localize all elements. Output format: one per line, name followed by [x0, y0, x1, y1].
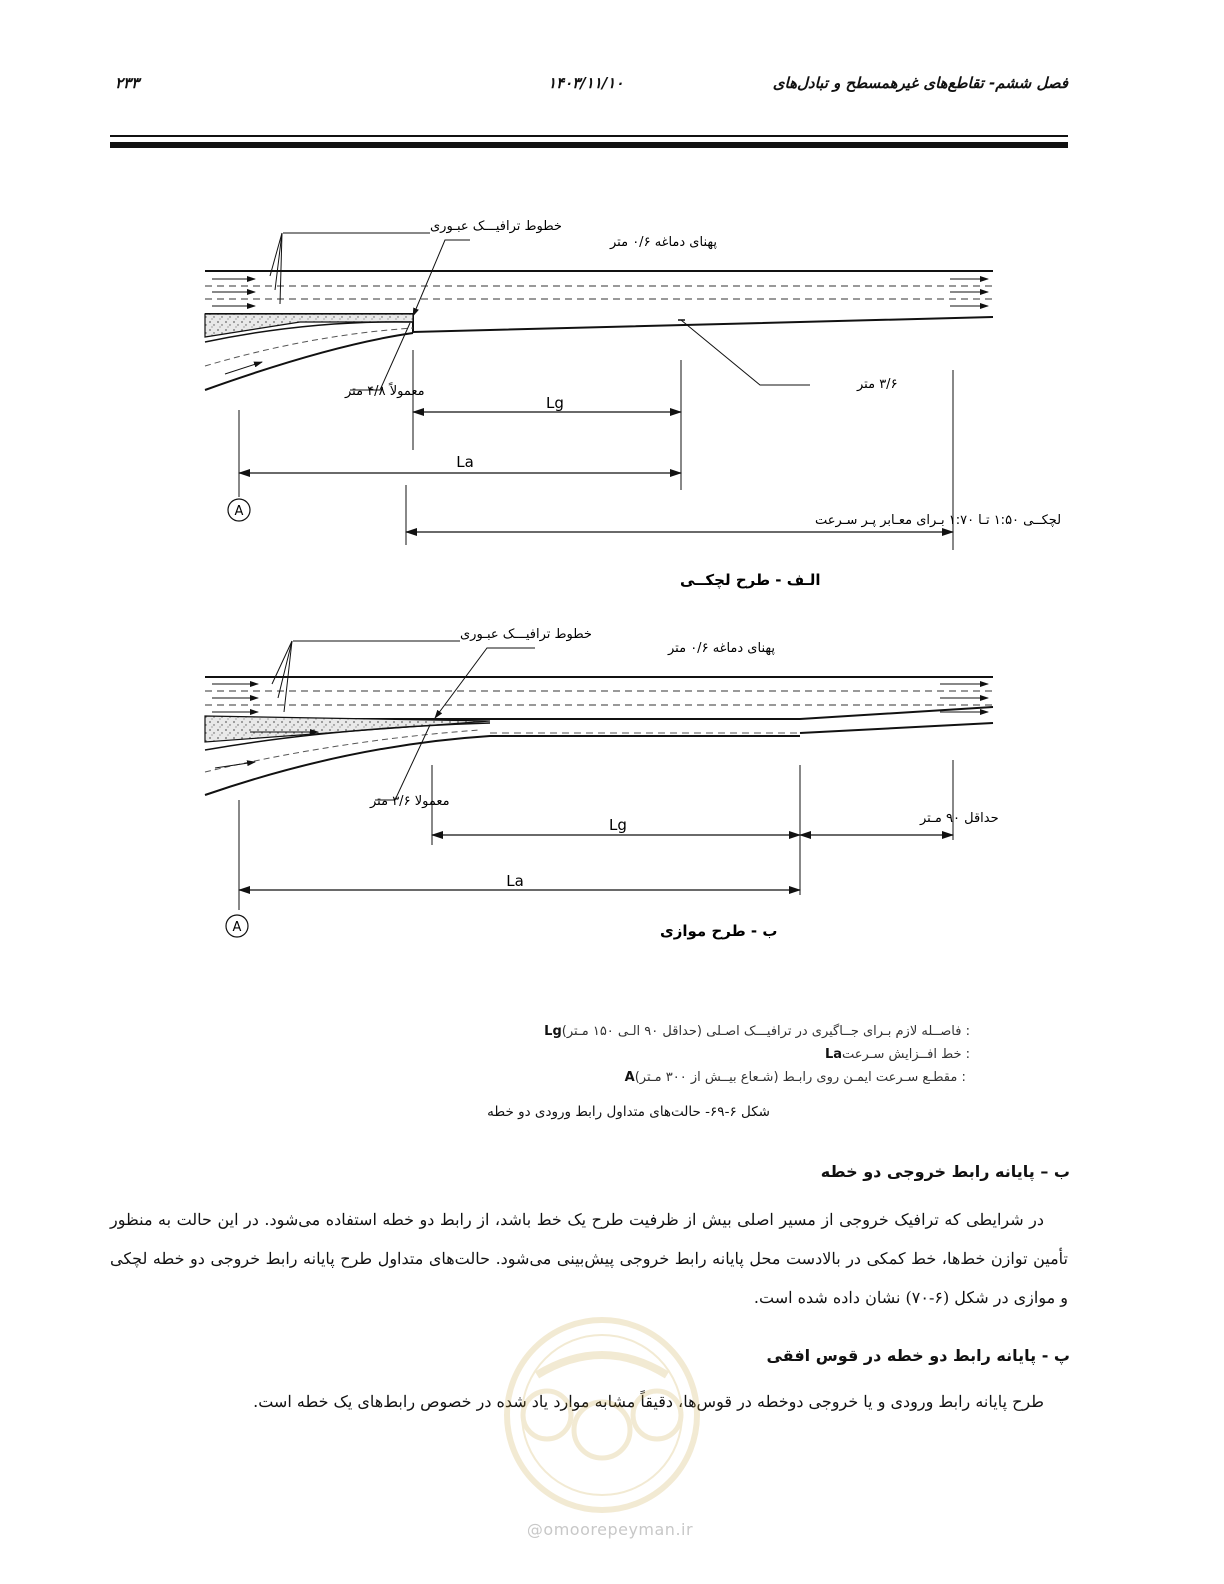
section-b-paragraph	[110, 1200, 1068, 1317]
legend-abbr: A	[624, 1070, 635, 1085]
legend-text: : خط افــزایش سـرعت	[842, 1047, 970, 1062]
legend-item-a	[380, 1070, 970, 1085]
fig-a-point-a: A	[234, 504, 244, 519]
fig-b-lg-label: Lg	[609, 816, 627, 834]
fig-b-title: ب - طرح موازی	[660, 922, 778, 940]
fig-b-nose-width-label: پهنای دماغه ۰/۶ متر	[668, 641, 775, 656]
legend-item-la	[380, 1047, 970, 1062]
fig-b-through-lanes-label: خطوط ترافیـــک عبـوری	[460, 627, 592, 642]
fig-b-point-a: A	[232, 920, 242, 935]
figure-caption: شکل ۶-۶۹- حالت‌های متداول رابط ورودی دو خطه	[487, 1104, 770, 1120]
legend-text: : فاصــله لازم بـرای جــاگیری در ترافیـــک اصـلی (حداقل ۹۰ الـی ۱۵۰ مـتر)	[561, 1024, 970, 1039]
section-b-heading: ب – پایانه رابط خروجی دو خطه	[820, 1162, 1070, 1181]
fig-a-lane-width-label: ۳/۶ متر	[857, 377, 898, 392]
fig-a-la-label: La	[456, 453, 474, 471]
section-p-text: طرح پایانه رابط ورودی و یا خروجی دوخطه در قوس‌ها، دقیقاً مشابه موارد یاد شده در خصوص رابط‌های یک خطه است.	[253, 1392, 1044, 1411]
page-number: ۲۳۳	[115, 74, 140, 92]
legend-item-lg	[380, 1024, 970, 1039]
chapter-title: فصل ششم- تقاطع‌های غیرهمسطح و تبادل‌های	[772, 74, 1068, 92]
fig-a-lg-label: Lg	[546, 394, 564, 412]
watermark-seal-icon	[487, 1315, 717, 1515]
fig-a-through-lanes-label: خطوط ترافیـــک عبـوری	[430, 219, 562, 234]
legend-abbr: Lg	[544, 1024, 562, 1039]
figure-a-taper	[205, 219, 1061, 590]
fig-a-typical-width-label: معمولاً ۴/۸ متر	[345, 384, 425, 399]
section-b-text: در شرایطی که ترافیک خروجی از مسیر اصلی بیش از ظرفیت طرح یک خط باشد، از رابط دو خطه استفاده می‌شود. در این حالت به منظور تأمین توازن خط‌ها، خط کمکی در بالادست محل پایانه رابط خروجی پیش‌بینی می‌شود. حالت‌های متداول طرح پایانه رابط خروجی دو خطه لچکی و موازی در شکل (۶-۷۰) نشان داده شده است.	[110, 1210, 1068, 1307]
section-p-heading: پ - پایانه رابط دو خطه در قوس افقی	[766, 1346, 1070, 1365]
legend-text: : مقطـع سـرعت ایمـن روی رابـط (شـعاع بیــش از ۳۰۰ مـتر)	[634, 1070, 970, 1085]
fig-b-min-length-label: حداقل ۹۰ مـتر	[920, 811, 999, 826]
header-date: ۱۴۰۳/۱۱/۱۰	[548, 74, 624, 92]
fig-b-typical-width-label: معمولا ۳/۶ متر	[370, 794, 450, 809]
fig-a-taper-label: لچکــی ۱:۵۰ تـا ۱:۷۰ بـرای معـابر پـر سـرعت	[815, 513, 1062, 528]
fig-a-nose-width-label: پهنای دماغه ۰/۶ متر	[610, 235, 717, 250]
fig-a-title: الـف - طرح لچکــی	[680, 571, 821, 589]
footer-watermark: @omoorepeyman.ir	[526, 1520, 694, 1539]
fig-b-la-label: La	[506, 872, 524, 890]
legend-abbr: La	[824, 1047, 843, 1062]
figure-b-parallel	[205, 627, 999, 940]
